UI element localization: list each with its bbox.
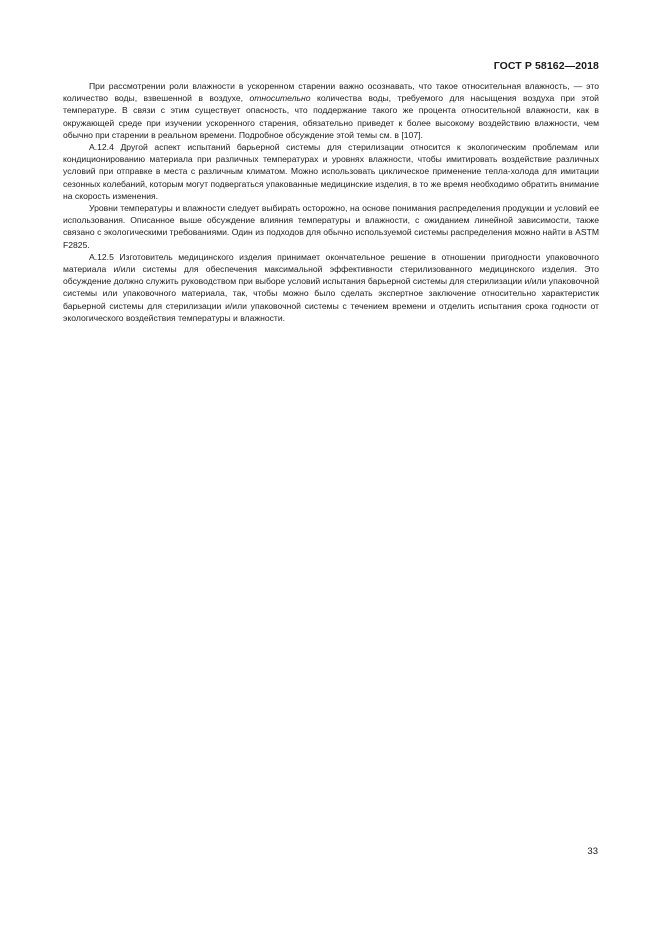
paragraph-humidity (63, 80, 599, 141)
standard-header: ГОСТ Р 58162—2018 (493, 60, 599, 72)
paragraph-text: количества воды, требуемого для насыщения воздуха при этой температуре. В связи с этим существует опасность, что поддержание такого же процента относительной влажности, как в окружающей среде при изучении ускоренного старения, обязательно приведет к более высокому воздействию влажности, чем обычно при старении в реальном времени. Подробное обсуждение этой темы см. в [107]. (63, 93, 599, 140)
paragraph-a-12-4: А.12.4 Другой аспект испытаний барьерной системы для стерилизации относится к экологическим проблемам или кондиционированию материала при различных температурах и уровнях влажности, чтобы имитировать воздействие различных условий при отправке в места с различным климатом. Можно использовать циклическое применение тепла-холода для имитации сезонных колебаний, которым могут подвергаться упакованные медицинские изделия, в то же время необходимо обратить внимание на скорость изменения. (63, 142, 599, 201)
paragraph-text: При рассмотрении роли влажности в ускоренном старении важно осознавать, что такое относительная влажность, — это количество воды, взвешенной в воздухе, (63, 81, 599, 104)
document-body (63, 80, 599, 324)
page-number: 33 (587, 846, 598, 857)
emphasis-text: относительно (249, 93, 311, 104)
paragraph-a-12-5: А.12.5 Изготовитель медицинского изделия принимает окончательное решение в отношении пригодности упаковочного материала и/или системы для обеспечения максимальной эффективности стерилизованного медицинского изделия. Это обсуждение должно служить руководством при выборе условий испытания барьерной системы для стерилизации и/или упаковочной системы или упаковочного материала, так, чтобы можно было сделать экспертное заключение относительно характеристик барьерной системы для стерилизации и/или упаковочной системы с течением времени и отделить испытания срока годности от экологического воздействия температуры и влажности. (63, 251, 599, 323)
paragraph-temperature-levels: Уровни температуры и влажности следует выбирать осторожно, на основе понимания распределения продукции и условий ее использования. Описанное выше обсуждение влияния температуры и влажности, с ожиданием линейной зависимости, также связано с экологическими требованиями. Один из подходов для обычно используемой системы распределения можно найти в ASTM F2825. (63, 203, 599, 250)
